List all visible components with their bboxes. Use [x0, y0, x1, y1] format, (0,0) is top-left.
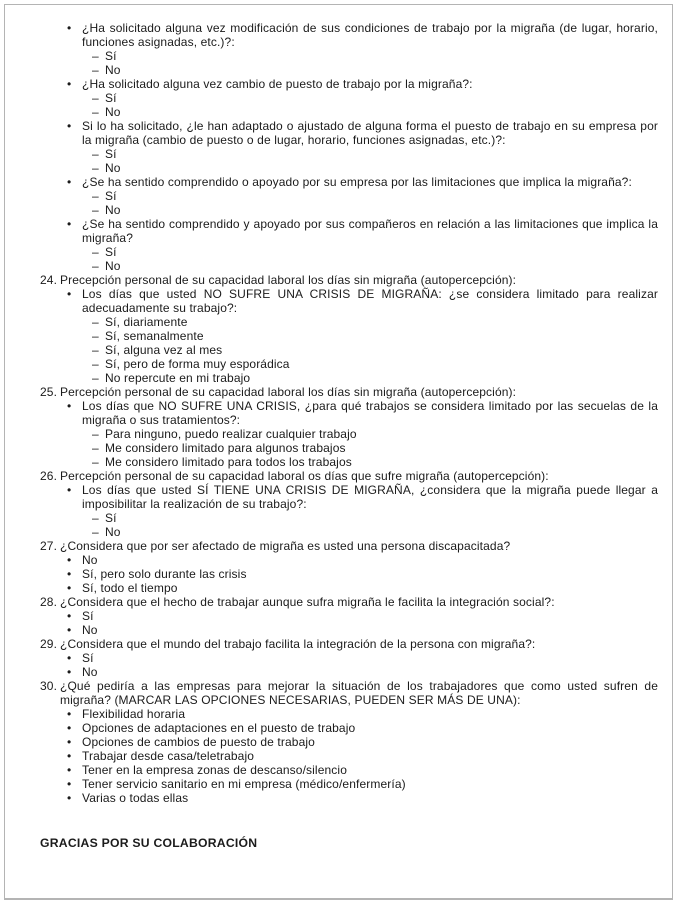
bullet-icon: •: [67, 483, 72, 497]
answer-option-text: Para ninguno, puedo realizar cualquier trabajo: [105, 427, 357, 441]
dash-icon: –: [92, 525, 99, 539]
answer-option-text: Sí, pero solo durante las crisis: [82, 567, 247, 581]
question-bullet-text: ¿Se ha sentido comprendido y apoyado por sus compañeros en relación a las limitaciones que implica la migraña?: [82, 217, 658, 245]
answer-option: [40, 777, 658, 791]
answer-option: [40, 203, 658, 217]
answer-option-text: Sí: [105, 147, 117, 161]
answer-option: [40, 749, 658, 763]
numbered-question: [40, 385, 658, 399]
question-25: [40, 385, 658, 469]
bullet-icon: •: [67, 175, 72, 189]
answer-option: [40, 329, 658, 343]
answer-option: [40, 161, 658, 175]
answer-option: [40, 581, 658, 595]
question-26: [40, 469, 658, 539]
answer-option: [40, 763, 658, 777]
answer-option: [40, 343, 658, 357]
numbered-question-text: ¿Considera que por ser afectado de migraña es usted una persona discapacitada?: [60, 539, 511, 553]
answer-option: [40, 105, 658, 119]
numbered-question: [40, 273, 658, 287]
answer-option: [40, 623, 658, 637]
dash-icon: –: [92, 511, 99, 525]
bullet-icon: •: [67, 553, 72, 567]
bullet-icon: •: [67, 665, 72, 679]
answer-option: [40, 189, 658, 203]
dash-icon: –: [92, 105, 99, 119]
answer-option: [40, 721, 658, 735]
question-bullet: [40, 217, 658, 245]
numbered-question: [40, 637, 658, 651]
dash-icon: –: [92, 371, 99, 385]
numbered-question: [40, 679, 658, 707]
dash-icon: –: [92, 315, 99, 329]
question-bullet: [40, 21, 658, 49]
bullet-icon: •: [67, 609, 72, 623]
answer-option-text: Trabajar desde casa/teletrabajo: [82, 749, 255, 763]
bullet-icon: •: [67, 721, 72, 735]
answer-option-text: No: [105, 525, 121, 539]
question-bullet-text: ¿Ha solicitado alguna vez modificación de sus condiciones de trabajo por la migraña (de lugar, horario, funciones asignadas, etc.)?:: [82, 21, 658, 49]
answer-option-text: Sí, semanalmente: [105, 329, 204, 343]
answer-option: [40, 315, 658, 329]
numbered-question: [40, 595, 658, 609]
bullet-icon: •: [67, 735, 72, 749]
answer-option: [40, 427, 658, 441]
answer-option: [40, 441, 658, 455]
questionnaire-content: [40, 21, 658, 850]
question-28: [40, 595, 658, 637]
bullet-icon: •: [67, 651, 72, 665]
answer-option-text: Me considero limitado para algunos trabajos: [105, 441, 346, 455]
sub-question: [40, 483, 658, 511]
bullet-icon: •: [67, 399, 72, 413]
continuation-question-3: [40, 119, 658, 175]
answer-option-text: Tener servicio sanitario en mi empresa (médico/enfermería): [82, 777, 406, 791]
answer-option-text: Sí: [82, 651, 94, 665]
numbered-question-text: Precepción personal de su capacidad laboral los días sin migraña (autopercepción):: [60, 273, 517, 287]
answer-option: [40, 49, 658, 63]
question-bullet: [40, 119, 658, 147]
dash-icon: –: [92, 427, 99, 441]
question-number: 29.: [40, 637, 58, 651]
answer-option-text: No: [105, 161, 121, 175]
answer-option: [40, 567, 658, 581]
dash-icon: –: [92, 441, 99, 455]
continuation-question-4: [40, 175, 658, 217]
dash-icon: –: [92, 63, 99, 77]
answer-option-text: Sí, diariamente: [105, 315, 188, 329]
sub-question-text: Los días que usted SÍ TIENE UNA CRISIS DE MIGRAÑA, ¿considera que la migraña puede llegar a imposibilitar la realización de su trabajo?:: [82, 483, 658, 511]
answer-option-text: Sí, pero de forma muy esporádica: [105, 357, 290, 371]
dash-icon: –: [92, 49, 99, 63]
continuation-question-1: [40, 21, 658, 77]
question-number: 30.: [40, 679, 58, 693]
sub-question: [40, 287, 658, 315]
bullet-icon: •: [67, 217, 72, 231]
answer-option: [40, 147, 658, 161]
closing-text: GRACIAS POR SU COLABORACIÓN: [40, 836, 258, 850]
question-number: 25.: [40, 385, 58, 399]
dash-icon: –: [92, 245, 99, 259]
question-bullet-text: Si lo ha solicitado, ¿le han adaptado o ajustado de alguna forma el puesto de trabajo en su empresa por la migraña (cambio de puesto o de lugar, horario, funciones asignadas, etc.)?:: [82, 119, 658, 147]
dash-icon: –: [92, 259, 99, 273]
dash-icon: –: [92, 203, 99, 217]
answer-option-text: Opciones de adaptaciones en el puesto de trabajo: [82, 721, 356, 735]
dash-icon: –: [92, 147, 99, 161]
answer-option: [40, 455, 658, 469]
question-bullet: [40, 77, 658, 91]
bullet-icon: •: [67, 119, 72, 133]
bullet-icon: •: [67, 21, 72, 35]
bullet-icon: •: [67, 749, 72, 763]
answer-option: [40, 791, 658, 805]
bullet-icon: •: [67, 77, 72, 91]
answer-option-text: Opciones de cambios de puesto de trabajo: [82, 735, 315, 749]
answer-option-text: Sí, todo el tiempo: [82, 581, 178, 595]
answer-option: [40, 665, 658, 679]
numbered-question: [40, 539, 658, 553]
question-number: 28.: [40, 595, 58, 609]
answer-option-text: Sí: [105, 189, 117, 203]
answer-option: [40, 511, 658, 525]
question-30: [40, 679, 658, 805]
bullet-icon: •: [67, 567, 72, 581]
answer-option-text: No: [82, 623, 98, 637]
answer-option-text: Varias o todas ellas: [82, 791, 189, 805]
answer-option-text: No: [105, 105, 121, 119]
dash-icon: –: [92, 91, 99, 105]
answer-option-text: Sí, alguna vez al mes: [105, 343, 223, 357]
dash-icon: –: [92, 455, 99, 469]
numbered-question-text: Percepción personal de su capacidad laboral los días sin migraña (autopercepción):: [60, 385, 517, 399]
bullet-icon: •: [67, 581, 72, 595]
answer-option-text: No: [82, 665, 98, 679]
question-number: 24.: [40, 273, 58, 287]
answer-option: [40, 259, 658, 273]
answer-option: [40, 735, 658, 749]
question-number: 26.: [40, 469, 58, 483]
dash-icon: –: [92, 189, 99, 203]
question-bullet-text: ¿Ha solicitado alguna vez cambio de puesto de trabajo por la migraña?:: [82, 77, 473, 91]
answer-option-text: No: [105, 259, 121, 273]
sub-question-text: Los días que NO SUFRE UNA CRISIS, ¿para qué trabajos se considera limitado por las secuelas de la migraña o sus tratamientos?:: [82, 399, 658, 427]
bullet-icon: •: [67, 791, 72, 805]
answer-option-text: Tener en la empresa zonas de descanso/silencio: [82, 763, 348, 777]
dash-icon: –: [92, 343, 99, 357]
question-24: [40, 273, 658, 385]
numbered-question-text: ¿Qué pediría a las empresas para mejorar la situación de los trabajadores que como usted sufren de migraña? (MARCAR LAS OPCIONES NECESARIAS, PUEDEN SER MÁS DE UNA):: [60, 679, 658, 707]
question-27: [40, 539, 658, 595]
answer-option: [40, 609, 658, 623]
answer-option-text: No repercute en mi trabajo: [105, 371, 251, 385]
answer-option-text: Me considero limitado para todos los trabajos: [105, 455, 352, 469]
question-bullet: [40, 175, 658, 189]
answer-option-text: Sí: [82, 609, 94, 623]
bullet-icon: •: [67, 777, 72, 791]
numbered-question-text: Percepción personal de su capacidad laboral os días que sufre migraña (autopercepción):: [60, 469, 549, 483]
bullet-icon: •: [67, 763, 72, 777]
answer-option: [40, 371, 658, 385]
answer-option-text: No: [105, 63, 121, 77]
answer-option-text: Sí: [105, 49, 117, 63]
bullet-icon: •: [67, 287, 72, 301]
answer-option: [40, 63, 658, 77]
answer-option-text: No: [82, 553, 98, 567]
bullet-icon: •: [67, 623, 72, 637]
answer-option-text: Sí: [105, 511, 117, 525]
question-bullet-text: ¿Se ha sentido comprendido o apoyado por su empresa por las limitaciones que implica la migraña?:: [82, 175, 632, 189]
answer-option-text: No: [105, 203, 121, 217]
dash-icon: –: [92, 329, 99, 343]
numbered-question-text: ¿Considera que el hecho de trabajar aunque sufra migraña le facilita la integración social?:: [60, 595, 555, 609]
answer-option: [40, 525, 658, 539]
question-number: 27.: [40, 539, 58, 553]
dash-icon: –: [92, 161, 99, 175]
answer-option: [40, 553, 658, 567]
bullet-icon: •: [67, 707, 72, 721]
sub-question-text: Los días que usted NO SUFRE UNA CRISIS DE MIGRAÑA: ¿se considera limitado para realizar adecuadamente su trabajo?:: [82, 287, 658, 315]
answer-option: [40, 651, 658, 665]
continuation-question-5: [40, 217, 658, 273]
numbered-question-text: ¿Considera que el mundo del trabajo facilita la integración de la persona con migraña?:: [60, 637, 536, 651]
answer-option-text: Flexibilidad horaria: [82, 707, 186, 721]
dash-icon: –: [92, 357, 99, 371]
question-29: [40, 637, 658, 679]
answer-option: [40, 357, 658, 371]
answer-option-text: Sí: [105, 245, 117, 259]
answer-option: [40, 707, 658, 721]
answer-option: [40, 91, 658, 105]
answer-option-text: Sí: [105, 91, 117, 105]
answer-option: [40, 245, 658, 259]
numbered-question: [40, 469, 658, 483]
continuation-question-2: [40, 77, 658, 119]
sub-question: [40, 399, 658, 427]
